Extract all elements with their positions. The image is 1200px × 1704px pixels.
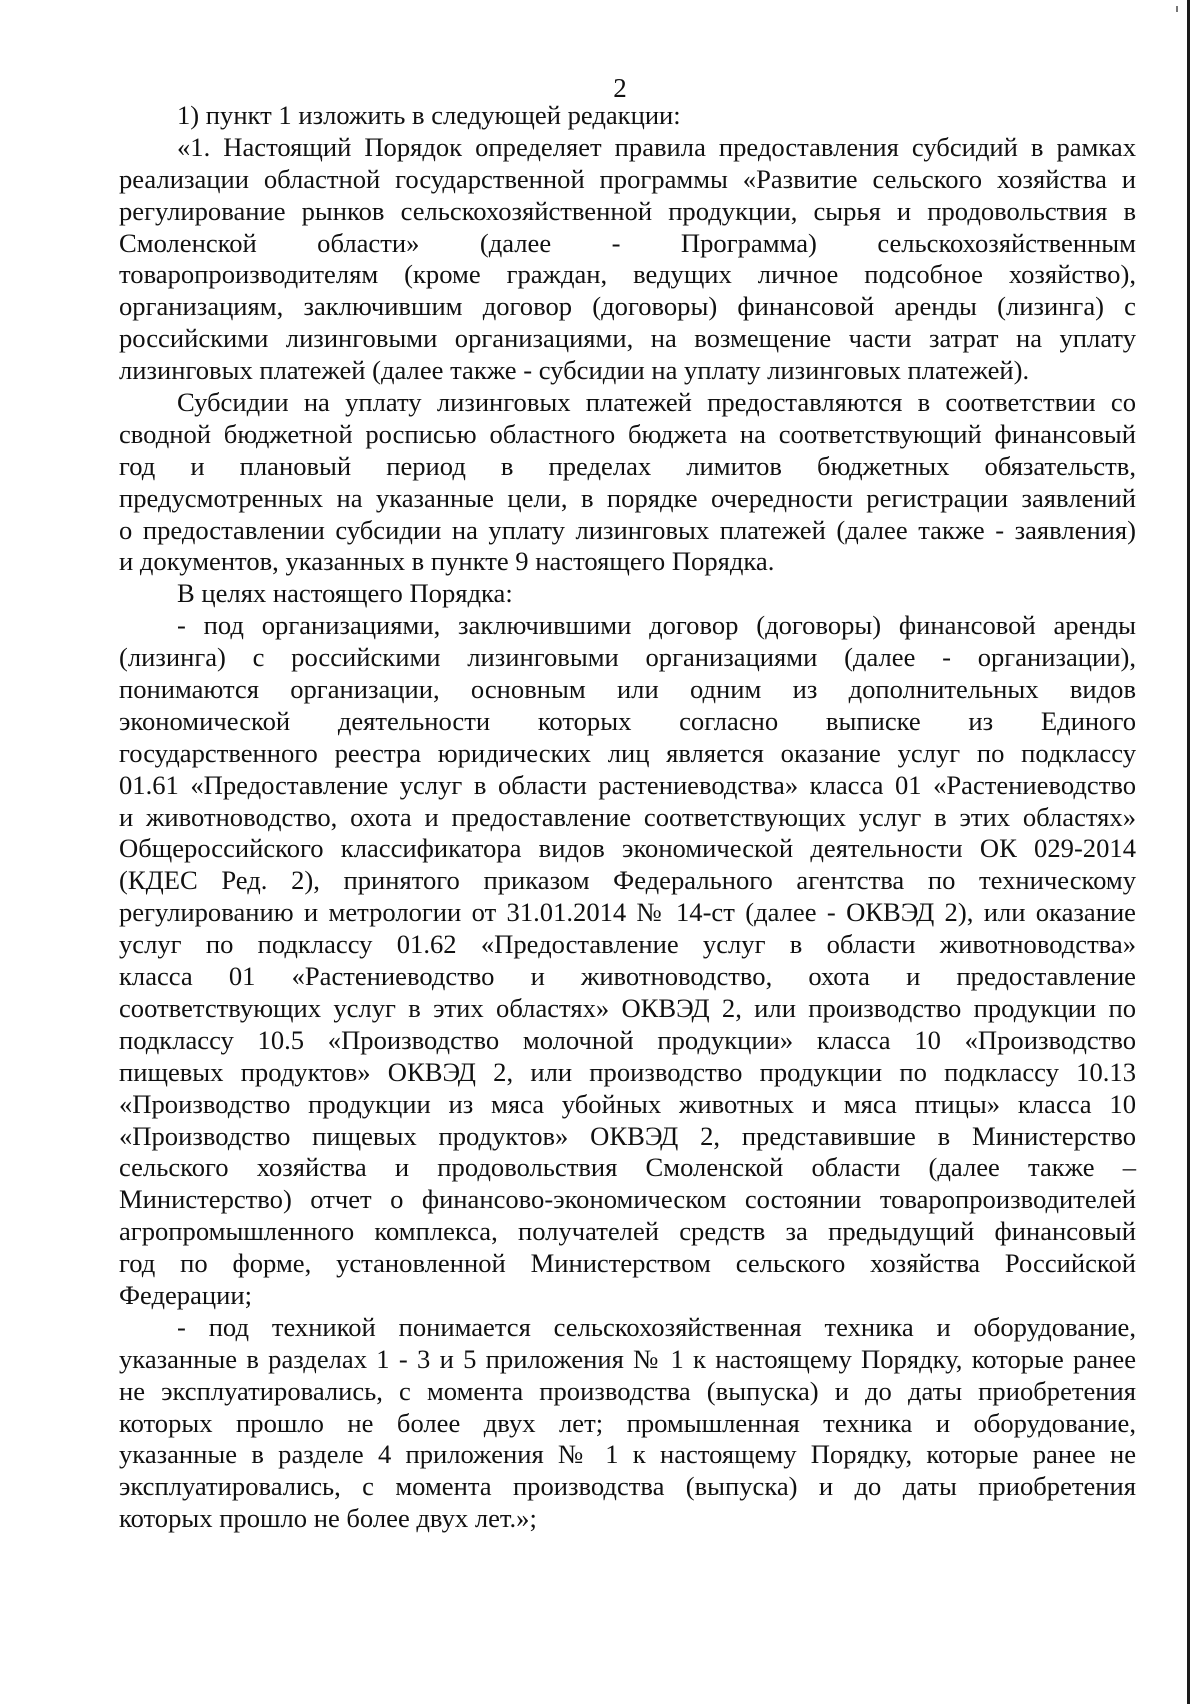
text-line: Общероссийского классификатора видов экономической деятельности ОК 029-2014 bbox=[119, 833, 1136, 864]
text-line: которых прошло не более двух лет.»; bbox=[119, 1503, 537, 1534]
text-line: экономической деятельности которых согласно выписке из Единого bbox=[119, 705, 1136, 736]
text-line: государственного реестра юридических лиц является оказание услуг по подклассу bbox=[119, 737, 1136, 768]
text-line: услуг по подклассу 01.62 «Предоставление услуг в области животноводства» bbox=[119, 929, 1136, 960]
text-line: которых прошло не более двух лет; промышленная техника и оборудование, bbox=[119, 1407, 1136, 1438]
document-body bbox=[119, 100, 1136, 1535]
text-line: - под организациями, заключившими договор (договоры) финансовой аренды bbox=[177, 610, 1136, 641]
text-line: лизинговых платежей (далее также - субсидии на уплату лизинговых платежей). bbox=[119, 355, 1030, 386]
scan-edge-mark bbox=[1176, 6, 1178, 12]
text-line: год по форме, установленной Министерством сельского хозяйства Российской bbox=[119, 1248, 1136, 1279]
text-line: класса 01 «Растениеводство и животноводство, охота и предоставление bbox=[119, 961, 1136, 992]
text-line: Субсидии на уплату лизинговых платежей предоставляются в соответствии со bbox=[177, 387, 1136, 418]
text-line: и документов, указанных в пункте 9 настоящего Порядка. bbox=[119, 546, 775, 577]
text-line: В целях настоящего Порядка: bbox=[177, 578, 513, 609]
text-line: агропромышленного комплекса, получателей средств за предыдущий финансовый bbox=[119, 1216, 1136, 1247]
text-line: организациям, заключившим договор (договоры) финансовой аренды (лизинга) с bbox=[119, 291, 1136, 322]
text-line: пищевых продуктов» ОКВЭД 2, или производство продукции по подклассу 10.13 bbox=[119, 1056, 1136, 1087]
text-line: реализации областной государственной программы «Развитие сельского хозяйства и bbox=[119, 163, 1136, 194]
text-line: и животноводство, охота и предоставление соответствующих услуг в этих областях» bbox=[119, 801, 1136, 832]
text-line: Смоленской области» (далее - Программа) сельскохозяйственным bbox=[119, 227, 1136, 258]
text-line: соответствующих услуг в этих областях» ОКВЭД 2, или производство продукции по bbox=[119, 992, 1136, 1023]
text-line: - под техникой понимается сельскохозяйственная техника и оборудование, bbox=[177, 1311, 1136, 1342]
text-line: о предоставлении субсидии на уплату лизинговых платежей (далее также - заявления) bbox=[119, 514, 1136, 545]
page-number: 2 bbox=[613, 73, 627, 103]
text-line: регулирование рынков сельскохозяйственной продукции, сырья и продовольствия в bbox=[119, 195, 1136, 226]
scan-edge-line bbox=[1187, 0, 1190, 1704]
text-line: сводной бюджетной росписью областного бюджета на соответствующий финансовый bbox=[119, 418, 1136, 449]
text-line: предусмотренных на указанные цели, в порядке очередности регистрации заявлений bbox=[119, 482, 1136, 513]
text-line: «1. Настоящий Порядок определяет правила предоставления субсидий в рамках bbox=[177, 131, 1136, 162]
text-line: (КДЕС Ред. 2), принятого приказом Федерального агентства по техническому bbox=[119, 865, 1136, 896]
text-line: товаропроизводителям (кроме граждан, ведущих личное подсобное хозяйство), bbox=[119, 259, 1136, 290]
text-line: сельского хозяйства и продовольствия Смоленской области (далее также – bbox=[119, 1152, 1136, 1183]
text-line: подклассу 10.5 «Производство молочной продукции» класса 10 «Производство bbox=[119, 1024, 1136, 1055]
text-line: эксплуатировались, с момента производства (выпуска) и до даты приобретения bbox=[119, 1471, 1136, 1502]
text-line: не эксплуатировались, с момента производства (выпуска) и до даты приобретения bbox=[119, 1375, 1136, 1406]
text-line: (лизинга) с российскими лизинговыми организациями (далее - организации), bbox=[119, 642, 1136, 673]
text-line: 01.61 «Предоставление услуг в области растениеводства» класса 01 «Растениеводство bbox=[119, 769, 1136, 800]
text-line: понимаются организации, основным или одним из дополнительных видов bbox=[119, 674, 1136, 705]
text-line: регулированию и метрологии от 31.01.2014 № 14-ст (далее - ОКВЭД 2), или оказание bbox=[119, 897, 1136, 928]
text-line: 1) пункт 1 изложить в следующей редакции: bbox=[177, 100, 681, 130]
text-line: указанные в разделах 1 - 3 и 5 приложения № 1 к настоящему Порядку, которые ранее bbox=[119, 1343, 1136, 1374]
text-line: российскими лизинговыми организациями, на возмещение части затрат на уплату bbox=[119, 323, 1136, 354]
text-line: Министерство) отчет о финансово-экономическом состоянии товаропроизводителей bbox=[119, 1184, 1136, 1215]
text-line: «Производство пищевых продуктов» ОКВЭД 2, представившие в Министерство bbox=[119, 1120, 1136, 1151]
text-line: указанные в разделе 4 приложения № 1 к настоящему Порядку, которые ранее не bbox=[119, 1439, 1136, 1470]
text-line: «Производство продукции из мяса убойных животных и мяса птицы» класса 10 bbox=[119, 1088, 1136, 1119]
text-line: Федерации; bbox=[119, 1279, 252, 1310]
text-line: год и плановый период в пределах лимитов бюджетных обязательств, bbox=[119, 450, 1136, 481]
